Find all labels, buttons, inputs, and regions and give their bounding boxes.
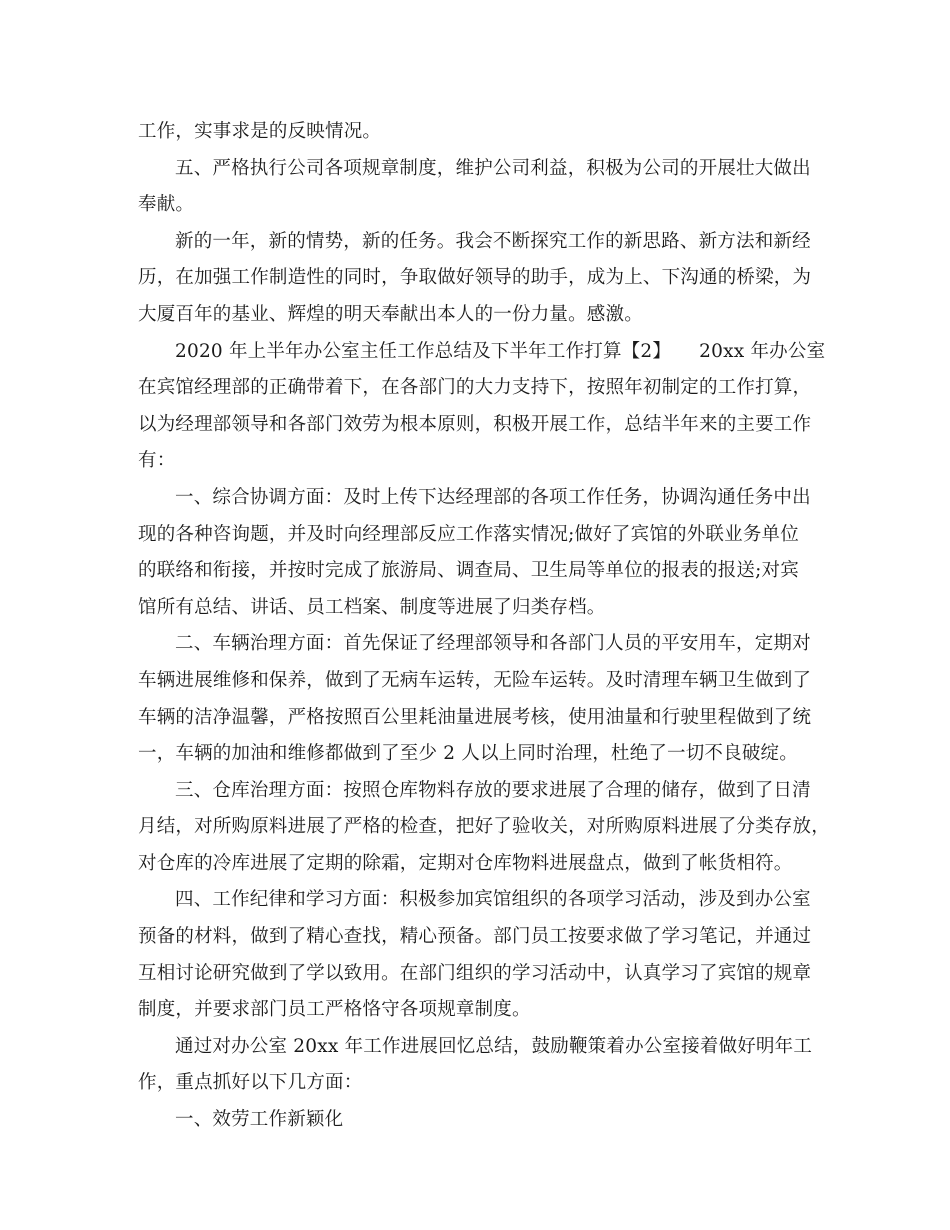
paragraph-4 bbox=[138, 334, 826, 480]
text-line: 五、严格执行公司各项规章制度，维护公司利益，积极为公司的开展壮大做出 bbox=[175, 157, 811, 179]
paragraph-9 bbox=[138, 1029, 818, 1102]
paragraph-10 bbox=[138, 1102, 818, 1139]
text-line: 二、车辆治理方面：首先保证了经理部领导和各部门人员的平安用车，定期对 bbox=[175, 633, 811, 655]
text-line: 车辆的洁净温馨，严格按照百公里耗油量进展考核，使用油量和行驶里程做到了统 bbox=[138, 706, 812, 728]
text-line: 新的一年，新的情势，新的任务。我会不断探究工作的新思路、新方法和新经 bbox=[175, 230, 811, 252]
text-line: 通过对办公室 20xx 年工作进展回忆总结，鼓励鞭策着办公室接着做好明年工 bbox=[175, 1035, 813, 1057]
paragraph-6 bbox=[138, 626, 818, 772]
text-line: 历，在加强工作制造性的同时，争取做好领导的助手，成为上、下沟通的桥梁，为 bbox=[138, 267, 812, 289]
text-line: 预备的材料，做到了精心查找，精心预备。部门员工按要求做了学习笔记，并通过 bbox=[138, 926, 812, 948]
text-line: 月结，对所购原料进展了严格的检查，把好了验收关，对所购原料进展了分类存放， bbox=[138, 816, 830, 838]
text-line: 馆所有总结、讲话、员工档案、制度等进展了归类存档。 bbox=[138, 596, 606, 618]
text-line: 车辆进展维修和保养，做到了无病车运转，无险车运转。及时清理车辆卫生做到了 bbox=[138, 669, 812, 691]
text-line: 工作，实事求是的反映情况。 bbox=[138, 121, 382, 142]
text-line: 现的各种咨询题，并及时向经理部反应工作落实情况;做好了宾馆的外联业务单位 bbox=[138, 523, 799, 545]
text-line: 四、工作纪律和学习方面：积极参加宾馆组织的各项学习活动，涉及到办公室 bbox=[175, 889, 811, 911]
text-line: 一，车辆的加油和维修都做到了至少 2 人以上同时治理，杜绝了一切不良破绽。 bbox=[138, 743, 798, 765]
text-line: 以为经理部领导和各部门效劳为根本原则，积极开展工作，总结半年来的主要工作 bbox=[138, 413, 812, 435]
text-line: 大厦百年的基业、辉煌的明天奉献出本人的一份力量。感激。 bbox=[138, 303, 643, 325]
text-line: 一、效劳工作新颖化 bbox=[175, 1109, 344, 1131]
paragraph-1 bbox=[138, 114, 818, 151]
text-line: 奉献。 bbox=[138, 194, 195, 216]
text-line: 制度，并要求部门员工严格恪守各项规章制度。 bbox=[138, 999, 531, 1021]
text-line: 在宾馆经理部的正确带着下，在各部门的大力支持下，按照年初制定的工作打算， bbox=[138, 377, 812, 399]
text-line: 有： bbox=[138, 450, 176, 472]
document-body bbox=[138, 114, 830, 1139]
paragraph-7 bbox=[138, 773, 830, 883]
text-line: 的联络和衔接，并按时完成了旅游局、调查局、卫生局等单位的报表的报送;对宾 bbox=[138, 560, 799, 582]
text-line: 2020 年上半年办公室主任工作总结及下半年工作打算【2】 20xx 年办公室 bbox=[175, 340, 826, 362]
text-line: 三、仓库治理方面：按照仓库物料存放的要求进展了合理的储存，做到了日清 bbox=[175, 779, 811, 801]
text-line: 一、综合协调方面：及时上传下达经理部的各项工作任务，协调沟通任务中出 bbox=[175, 486, 811, 508]
paragraph-5 bbox=[138, 480, 818, 626]
text-line: 作，重点抓好以下几方面： bbox=[138, 1072, 363, 1094]
paragraph-8 bbox=[138, 882, 818, 1028]
paragraph-2 bbox=[138, 151, 818, 224]
text-line: 互相讨论研究做到了学以致用。在部门组织的学习活动中，认真学习了宾馆的规章 bbox=[138, 962, 812, 984]
text-line: 对仓库的冷库进展了定期的除霜，定期对仓库物料进展盘点，做到了帐货相符。 bbox=[138, 852, 793, 874]
paragraph-3 bbox=[138, 224, 818, 334]
